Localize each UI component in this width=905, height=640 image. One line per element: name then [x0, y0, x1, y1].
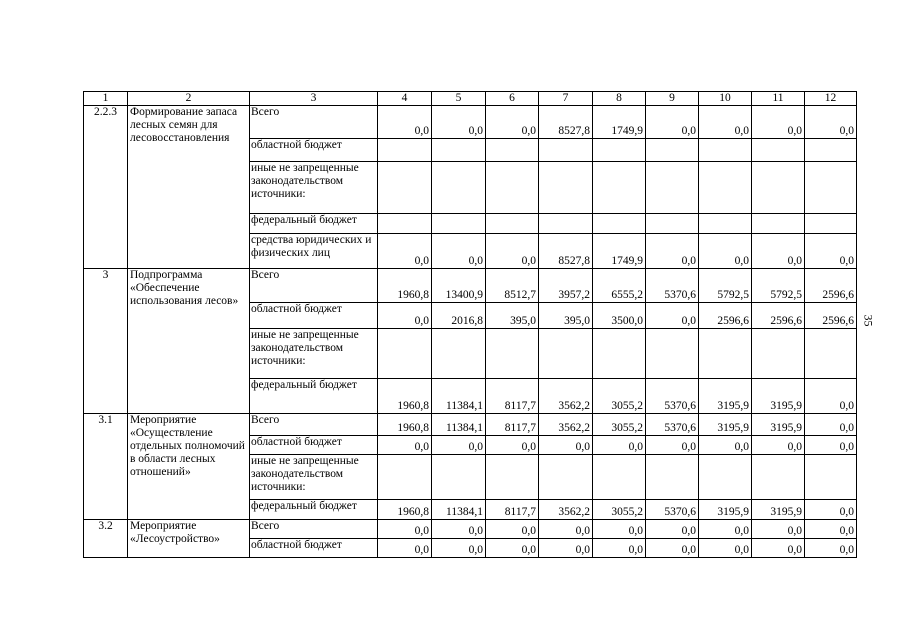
value-cell: 0,0 [378, 234, 432, 269]
value-cell: 0,0 [752, 436, 805, 455]
header-cell: 1 [84, 92, 128, 106]
value-cell: 0,0 [486, 234, 539, 269]
value-cell: 0,0 [752, 234, 805, 269]
value-cell: 3195,9 [752, 500, 805, 520]
value-cell: 2596,6 [699, 303, 752, 329]
funding-source-label: областной бюджет [250, 303, 378, 329]
table-row [84, 106, 857, 139]
value-cell [646, 139, 699, 162]
value-cell: 0,0 [699, 436, 752, 455]
value-cell [432, 329, 486, 379]
value-cell [752, 214, 805, 234]
value-cell: 0,0 [486, 106, 539, 139]
header-cell: 2 [128, 92, 250, 106]
value-cell [752, 162, 805, 214]
header-cell: 7 [539, 92, 593, 106]
header-cell: 8 [593, 92, 646, 106]
value-cell [805, 329, 857, 379]
value-cell: 1749,9 [593, 234, 646, 269]
header-cell: 11 [752, 92, 805, 106]
value-cell: 0,0 [486, 436, 539, 455]
value-cell: 2016,8 [432, 303, 486, 329]
value-cell [752, 139, 805, 162]
funding-source-label: Всего [250, 414, 378, 436]
value-cell [805, 139, 857, 162]
page-number: 35 [861, 314, 876, 327]
value-cell [378, 455, 432, 500]
value-cell: 5370,6 [646, 269, 699, 303]
funding-source-label: областной бюджет [250, 539, 378, 558]
section-name: Формирование запаса лесных семян для лесовосстановления [128, 106, 250, 269]
value-cell: 3562,2 [539, 414, 593, 436]
value-cell: 1749,9 [593, 106, 646, 139]
value-cell: 8117,7 [486, 414, 539, 436]
table-row [84, 414, 857, 436]
value-cell: 0,0 [432, 436, 486, 455]
value-cell: 3195,9 [752, 379, 805, 414]
value-cell [699, 455, 752, 500]
value-cell [378, 329, 432, 379]
value-cell: 5370,6 [646, 379, 699, 414]
value-cell: 8527,8 [539, 234, 593, 269]
value-cell: 3055,2 [593, 414, 646, 436]
value-cell: 3500,0 [593, 303, 646, 329]
value-cell: 2596,6 [805, 269, 857, 303]
value-cell: 0,0 [805, 520, 857, 539]
value-cell: 5370,6 [646, 414, 699, 436]
value-cell [486, 329, 539, 379]
value-cell [432, 162, 486, 214]
value-cell: 6555,2 [593, 269, 646, 303]
value-cell [539, 139, 593, 162]
value-cell: 3055,2 [593, 379, 646, 414]
value-cell: 0,0 [646, 303, 699, 329]
value-cell: 0,0 [539, 539, 593, 558]
value-cell: 3055,2 [593, 500, 646, 520]
value-cell: 0,0 [432, 539, 486, 558]
funding-source-label: федеральный бюджет [250, 379, 378, 414]
section-name: Подпрограмма «Обеспечение использования лесов» [128, 269, 250, 414]
header-cell: 6 [486, 92, 539, 106]
value-cell: 8512,7 [486, 269, 539, 303]
value-cell [646, 162, 699, 214]
value-cell [593, 139, 646, 162]
value-cell: 0,0 [646, 436, 699, 455]
value-cell [432, 455, 486, 500]
value-cell: 0,0 [805, 414, 857, 436]
section-code: 3.1 [84, 414, 128, 520]
value-cell: 0,0 [593, 539, 646, 558]
value-cell: 0,0 [805, 379, 857, 414]
section-name: Мероприятие «Осуществление отдельных полномочий в области лесных отношений» [128, 414, 250, 520]
value-cell: 0,0 [805, 234, 857, 269]
funding-source-label: иные не запрещенные законодательством источники: [250, 455, 378, 500]
value-cell [699, 329, 752, 379]
value-cell: 2596,6 [752, 303, 805, 329]
value-cell [646, 329, 699, 379]
section-code: 3 [84, 269, 128, 414]
value-cell: 11384,1 [432, 500, 486, 520]
value-cell [593, 214, 646, 234]
value-cell: 0,0 [646, 234, 699, 269]
value-cell: 11384,1 [432, 414, 486, 436]
funding-source-label: иные не запрещенные законодательством источники: [250, 329, 378, 379]
value-cell: 3195,9 [699, 414, 752, 436]
value-cell: 0,0 [646, 539, 699, 558]
section-code: 2.2.3 [84, 106, 128, 269]
value-cell: 8117,7 [486, 379, 539, 414]
value-cell [486, 214, 539, 234]
value-cell: 0,0 [699, 106, 752, 139]
budget-table [83, 91, 857, 558]
value-cell: 0,0 [432, 106, 486, 139]
value-cell [699, 139, 752, 162]
funding-source-label: Всего [250, 520, 378, 539]
funding-source-label: средства юридических и физических лиц [250, 234, 378, 269]
header-cell: 4 [378, 92, 432, 106]
value-cell: 2596,6 [805, 303, 857, 329]
value-cell: 0,0 [432, 234, 486, 269]
value-cell [539, 162, 593, 214]
value-cell: 0,0 [699, 234, 752, 269]
value-cell: 0,0 [805, 500, 857, 520]
value-cell [805, 455, 857, 500]
value-cell [593, 329, 646, 379]
value-cell: 0,0 [378, 539, 432, 558]
funding-source-label: областной бюджет [250, 436, 378, 455]
value-cell [432, 139, 486, 162]
section-code: 3.2 [84, 520, 128, 558]
value-cell: 3562,2 [539, 379, 593, 414]
value-cell: 0,0 [805, 539, 857, 558]
value-cell: 11384,1 [432, 379, 486, 414]
value-cell: 0,0 [378, 106, 432, 139]
value-cell [805, 162, 857, 214]
value-cell: 0,0 [378, 303, 432, 329]
value-cell: 1960,8 [378, 500, 432, 520]
value-cell [539, 455, 593, 500]
value-cell [646, 455, 699, 500]
value-cell: 3195,9 [699, 500, 752, 520]
value-cell: 0,0 [378, 520, 432, 539]
value-cell: 5370,6 [646, 500, 699, 520]
header-cell: 10 [699, 92, 752, 106]
value-cell: 0,0 [432, 520, 486, 539]
header-row [84, 92, 857, 106]
value-cell [699, 214, 752, 234]
value-cell [486, 455, 539, 500]
value-cell: 8527,8 [539, 106, 593, 139]
value-cell: 0,0 [752, 106, 805, 139]
value-cell: 0,0 [593, 520, 646, 539]
value-cell [699, 162, 752, 214]
value-cell: 0,0 [646, 520, 699, 539]
value-cell: 0,0 [752, 539, 805, 558]
table-row [84, 520, 857, 539]
funding-source-label: федеральный бюджет [250, 214, 378, 234]
value-cell [378, 214, 432, 234]
header-cell: 12 [805, 92, 857, 106]
value-cell [539, 214, 593, 234]
value-cell [752, 329, 805, 379]
funding-source-label: Всего [250, 269, 378, 303]
value-cell: 1960,8 [378, 269, 432, 303]
value-cell: 3562,2 [539, 500, 593, 520]
funding-source-label: федеральный бюджет [250, 500, 378, 520]
value-cell: 1960,8 [378, 414, 432, 436]
value-cell: 5792,5 [752, 269, 805, 303]
value-cell [805, 214, 857, 234]
value-cell [752, 455, 805, 500]
value-cell [593, 455, 646, 500]
value-cell: 5792,5 [699, 269, 752, 303]
value-cell: 0,0 [539, 436, 593, 455]
value-cell: 0,0 [752, 520, 805, 539]
funding-source-label: Всего [250, 106, 378, 139]
value-cell [539, 329, 593, 379]
value-cell: 395,0 [539, 303, 593, 329]
table-row [84, 269, 857, 303]
value-cell: 0,0 [699, 539, 752, 558]
value-cell: 0,0 [805, 436, 857, 455]
value-cell: 0,0 [539, 520, 593, 539]
value-cell: 13400,9 [432, 269, 486, 303]
value-cell: 395,0 [486, 303, 539, 329]
value-cell [593, 162, 646, 214]
value-cell: 0,0 [486, 520, 539, 539]
header-cell: 9 [646, 92, 699, 106]
value-cell: 3957,2 [539, 269, 593, 303]
value-cell: 0,0 [378, 436, 432, 455]
value-cell: 0,0 [646, 106, 699, 139]
value-cell [646, 214, 699, 234]
value-cell [486, 162, 539, 214]
funding-source-label: иные не запрещенные законодательством источники: [250, 162, 378, 214]
value-cell: 0,0 [805, 106, 857, 139]
header-cell: 5 [432, 92, 486, 106]
funding-source-label: областной бюджет [250, 139, 378, 162]
value-cell: 0,0 [486, 539, 539, 558]
value-cell: 3195,9 [752, 414, 805, 436]
value-cell: 0,0 [593, 436, 646, 455]
value-cell: 1960,8 [378, 379, 432, 414]
value-cell [486, 139, 539, 162]
value-cell: 8117,7 [486, 500, 539, 520]
value-cell [378, 139, 432, 162]
value-cell: 0,0 [699, 520, 752, 539]
section-name: Мероприятие «Лесоустройство» [128, 520, 250, 558]
value-cell: 3195,9 [699, 379, 752, 414]
value-cell [378, 162, 432, 214]
value-cell [432, 214, 486, 234]
header-cell: 3 [250, 92, 378, 106]
